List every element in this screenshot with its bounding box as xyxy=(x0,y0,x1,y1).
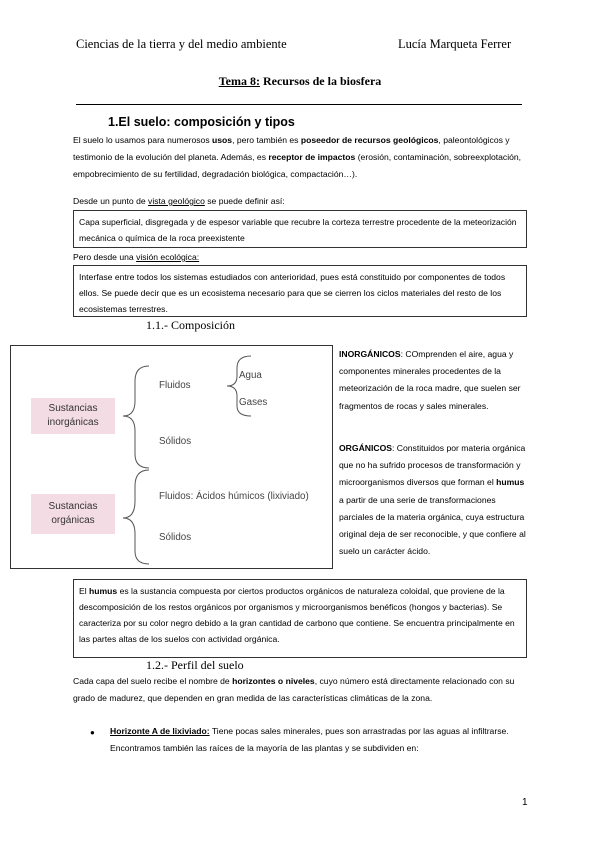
label-solids-inorganic: Sólidos xyxy=(159,436,192,447)
header-subject: Ciencias de la tierra y del medio ambiente xyxy=(76,37,287,51)
label-fluids: Fluidos xyxy=(159,380,191,391)
page-number: 1 xyxy=(522,797,528,808)
geo-intro: Desde un punto de vista geológico se puede definir así: xyxy=(73,196,285,206)
page-title xyxy=(0,74,600,89)
organic-box: Sustancias orgánicas xyxy=(31,494,115,534)
inorganic-description: INORGÁNICOS: COmprenden el aire, agua y componentes minerales procedentes de la meteorización de la roca madre, que suelen ser fragmentos de rocas y sales minerales. xyxy=(339,349,521,411)
brace-inorganic xyxy=(123,366,149,468)
composition-heading: 1.1.- Composición xyxy=(146,318,235,332)
label-gases: Gases xyxy=(239,397,268,408)
geo-definition-box: Capa superficial, disgregada y de espesor variable que recubre la corteza terrestre procedente de la meteorización mecánica o química de la roca preexistente xyxy=(73,210,527,248)
organic-description: ORGÁNICOS: Constituidos por materia orgánica que no ha sufrido procesos de transformación y microorganismos diversos que forman el humus a partir de una serie de transformaciones parciales de la materia orgánica, cuya estructura original deja de ser reconocible, y que confiere al suelo un carácter ácido. xyxy=(339,443,526,557)
horizon-a-item: Horizonte A de lixiviado: Tiene pocas sales minerales, pues son arrastradas por las aguas al infiltrarse. Encontramos también las raíces de la mayoría de las plantas y se subdividen en: xyxy=(110,726,509,753)
composition-diagram xyxy=(10,345,333,569)
label-solids-organic: Sólidos xyxy=(159,532,192,543)
intro-paragraph: El suelo lo usamos para numerosos usos, pero también es poseedor de recursos geológicos, paleontológicos y testimonio de la evolución del planeta. Además, es receptor de impactos (erosión, contaminación, sobreexplotación, empobrecimiento de su fertilidad, degradación biológica, compactación…). xyxy=(73,135,522,179)
eco-intro: Pero desde una visión ecológica: xyxy=(73,252,200,262)
bullet-dot: ● xyxy=(90,728,95,737)
title-divider xyxy=(76,104,522,105)
label-water: Agua xyxy=(239,370,262,381)
inorganic-box: Sustancias inorgánicas xyxy=(31,398,115,434)
title-rest: Recursos de la biosfera xyxy=(259,74,382,88)
section-heading: 1.El suelo: composición y tipos xyxy=(108,115,295,129)
eco-definition-box: Interfase entre todos los sistemas estudiados con anterioridad, pues está constituido por componentes de todos ellos. Se puede decir que es un ecosistema necesario para que se cierren los ciclos materiales del resto de los ecosistemas terrestres. xyxy=(73,265,527,317)
brace-organic xyxy=(123,470,149,564)
label-organic-fluids: Fluidos: Ácidos húmicos (lixiviado) xyxy=(159,491,309,502)
title-prefix: Tema 8: xyxy=(218,74,260,88)
header-author: Lucía Marqueta Ferrer xyxy=(398,37,512,51)
profile-heading: 1.2.- Perfil del suelo xyxy=(146,658,244,672)
profile-paragraph: Cada capa del suelo recibe el nombre de horizontes o niveles, cuyo número está directamente relacionado con su grado de madurez, que dependen en gran medida de las características climáticas de la zona. xyxy=(73,676,515,703)
humus-box: El humus es la sustancia compuesta por ciertos productos orgánicos de naturaleza coloidal, que proviene de la descomposición de los restos orgánicos por organismos y microorganismos benéficos (hongos y bacterias). Se caracteriza por su color negro debido a la gran cantidad de carbono que contiene. Se encuentra principalmente en las partes altas de los suelos con actividad orgánica. xyxy=(73,579,527,658)
